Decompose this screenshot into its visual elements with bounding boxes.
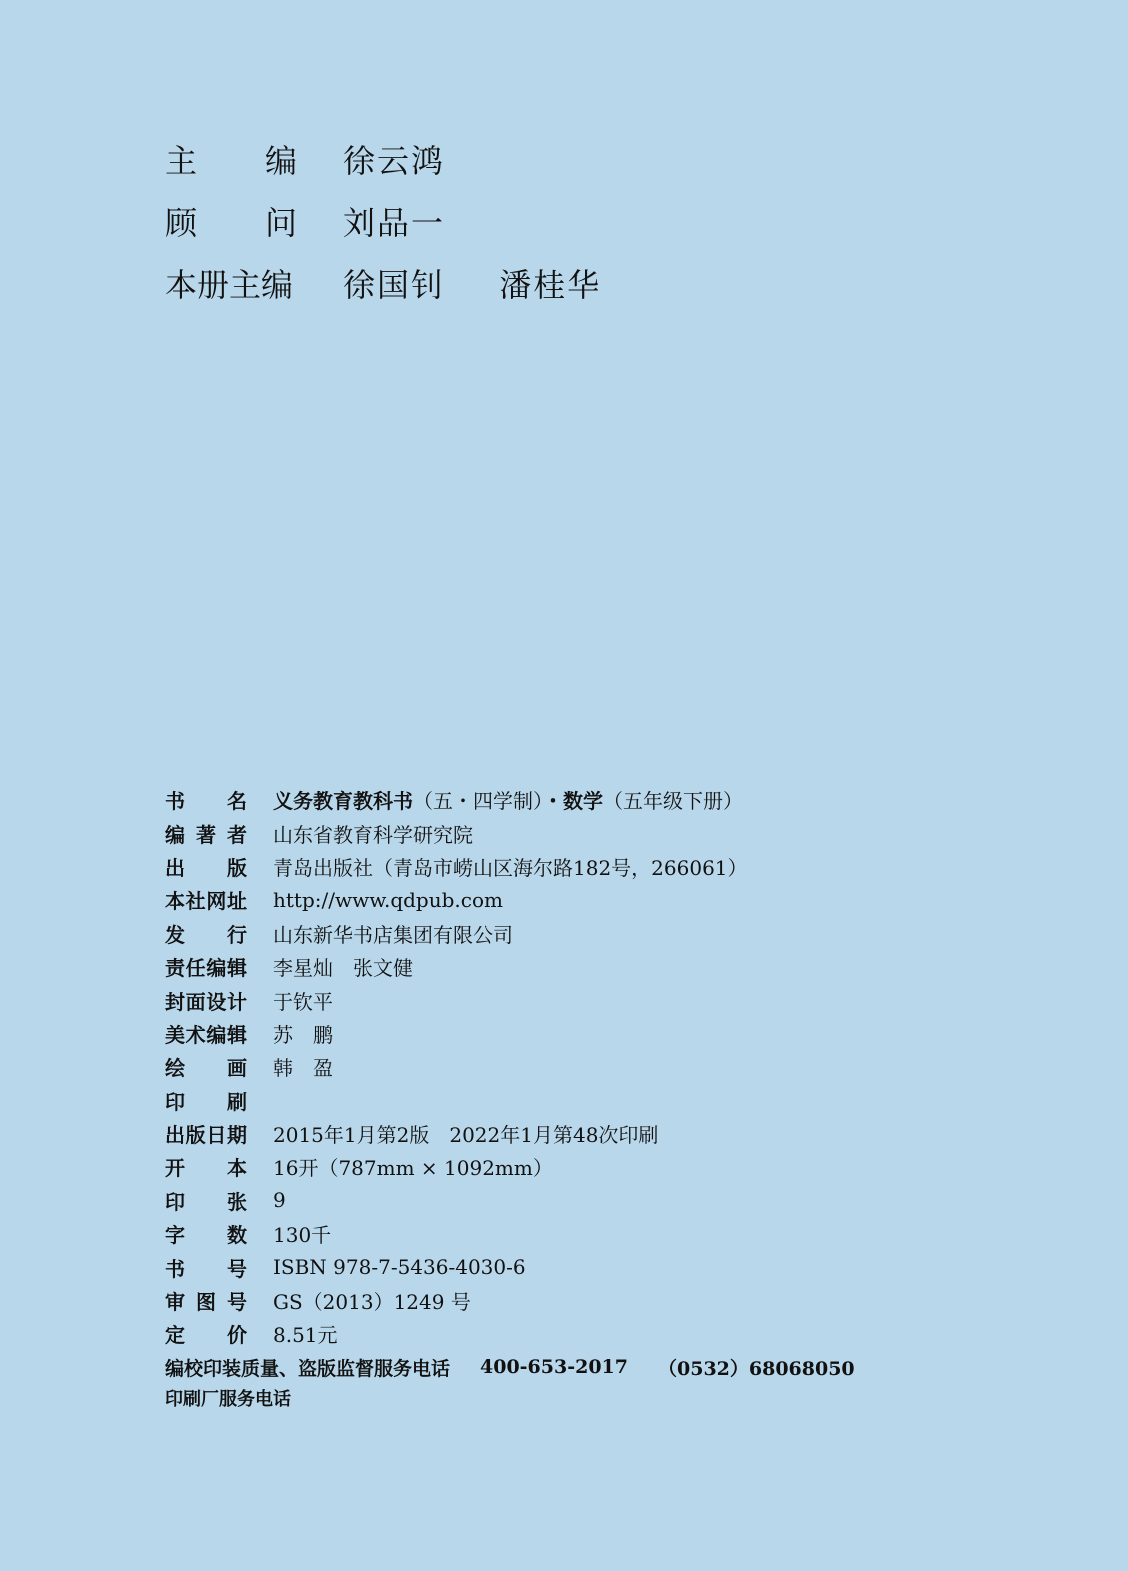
printer-phone-label: 印刷厂服务电话: [165, 1388, 291, 1410]
colophon-value: 韩 盈: [273, 1056, 333, 1081]
colophon-value: 李星灿 张文健: [273, 956, 413, 981]
colophon-value: 16开（787mm × 1092mm）: [273, 1156, 553, 1181]
hotline-label: 编校印装质量、盗版监督服务电话: [165, 1357, 451, 1380]
colophon-label: 出 版: [165, 855, 247, 880]
colophon-value: 苏 鹏: [273, 1022, 333, 1047]
colophon-row-author: [165, 816, 1065, 849]
colophon-label: 绘 画: [165, 1056, 247, 1081]
colophon-value: 130千: [273, 1223, 332, 1248]
editor-names-volume: 徐国钊 潘桂华: [343, 266, 602, 304]
colophon-label: 编 著 者: [165, 822, 247, 847]
colophon-value: GS（2013）1249 号: [273, 1290, 471, 1315]
colophon-label: 印 张: [165, 1189, 247, 1214]
editor-row-chief: [165, 128, 643, 190]
printer-phone: [165, 1384, 1065, 1412]
colophon-row-distributor: [165, 917, 1065, 950]
colophon-row-word-count: [165, 1217, 1065, 1250]
colophon-value: ISBN 978-7-5436-4030-6: [273, 1255, 526, 1280]
colophon-row-isbn: [165, 1250, 1065, 1283]
colophon-value: 义务教育教科书（五・四学制）・数学（五年级下册）: [273, 789, 743, 814]
colophon-row-responsible-editor: [165, 950, 1065, 983]
colophon-row-publish-date: [165, 1117, 1065, 1150]
colophon-block: [165, 783, 1065, 1412]
colophon-label: 定 价: [165, 1323, 247, 1348]
colophon-label: 审 图 号: [165, 1290, 247, 1315]
colophon-row-publisher: [165, 850, 1065, 883]
colophon-row-sheets: [165, 1184, 1065, 1217]
colophon-row-map-review: [165, 1284, 1065, 1317]
hotline-phone-1: 400-653-2017: [480, 1356, 628, 1379]
colophon-value: 2015年1月第2版 2022年1月第48次印刷: [273, 1123, 659, 1148]
colophon-label: 书 号: [165, 1256, 247, 1281]
colophon-value: 山东省教育科学研究院: [273, 822, 473, 847]
colophon-row-illustration: [165, 1050, 1065, 1083]
colophon-row-art-editor: [165, 1017, 1065, 1050]
colophon-row-format: [165, 1150, 1065, 1183]
editor-label-advisor: 顾 问: [165, 204, 299, 242]
colophon-value: 于钦平: [273, 989, 333, 1014]
colophon-row-cover-design: [165, 983, 1065, 1016]
colophon-value: 山东新华书店集团有限公司: [273, 922, 513, 947]
colophon-row-book-name: [165, 783, 1065, 816]
colophon-website-link: http://www.qdpub.com: [273, 887, 503, 912]
editor-label-chief: 主 编: [165, 142, 299, 180]
quality-hotline: [165, 1351, 1065, 1384]
colophon-value: 9: [273, 1188, 286, 1213]
editor-label-volume: 本册主编: [165, 266, 294, 304]
hotline-phone-2: （0532）68068050: [658, 1357, 855, 1380]
colophon-label: 书 名: [165, 789, 247, 814]
editor-row-advisor: [165, 190, 643, 252]
colophon-label: 发 行: [165, 922, 247, 947]
editor-names-advisor: 刘品一: [343, 204, 446, 242]
colophon-label: 字 数: [165, 1223, 247, 1248]
colophon-label: 开 本: [165, 1156, 247, 1181]
colophon-row-price: [165, 1317, 1065, 1350]
colophon-row-printing: [165, 1084, 1065, 1117]
colophon-label: 出 版 日 期: [165, 1123, 247, 1148]
colophon-label: 美 术 编 辑: [165, 1022, 247, 1047]
colophon-row-website: [165, 883, 1065, 916]
colophon-value: 青岛出版社（青岛市崂山区海尔路182号，266061）: [273, 855, 748, 880]
editor-row-volume: [165, 252, 643, 314]
editors-block: [165, 128, 643, 314]
colophon-label: 封 面 设 计: [165, 989, 247, 1014]
colophon-label: 本 社 网 址: [165, 889, 247, 914]
colophon-label: 印 刷: [165, 1089, 247, 1114]
colophon-label: 责 任 编 辑: [165, 956, 247, 981]
colophon-value: 8.51元: [273, 1323, 338, 1348]
editor-names-chief: 徐云鸿: [343, 142, 446, 180]
